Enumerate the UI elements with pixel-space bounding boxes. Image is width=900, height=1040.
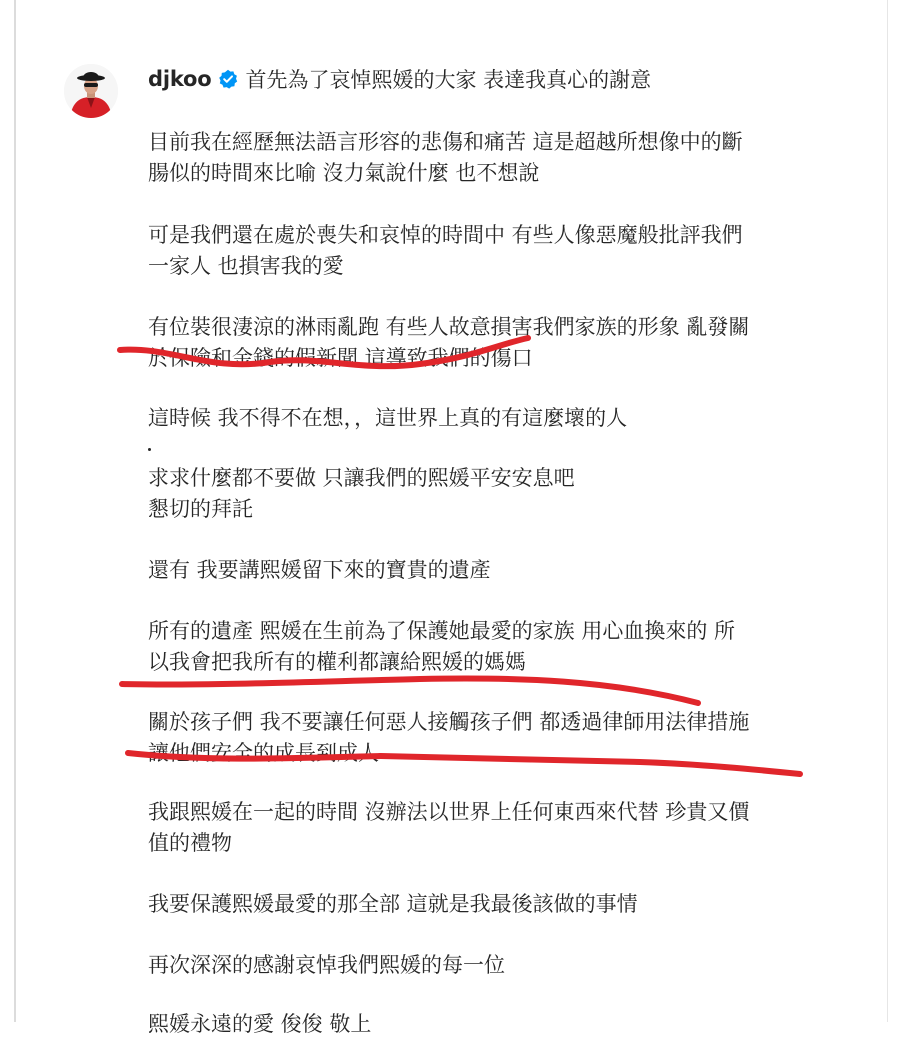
profile-avatar[interactable]	[64, 64, 118, 118]
caption-line: 值的禮物	[148, 831, 232, 855]
left-border	[14, 0, 16, 1022]
underline-mark	[122, 678, 698, 703]
caption-line: 還有 我要講熙媛留下來的寶貴的遺產	[148, 558, 491, 582]
caption-line: 所有的遺產 熙媛在生前為了保護她最愛的家族 用心血換來的 所	[148, 619, 736, 643]
caption-line: 我要保護熙媛最愛的那全部 這就是我最後該做的事情	[148, 892, 638, 916]
caption-line: 關於孩子們 我不要讓任何惡人接觸孩子們 都透過律師用法律措施	[148, 710, 750, 734]
profile-avatar-icon	[64, 64, 118, 118]
caption-line: 我跟熙媛在一起的時間 沒辦法以世界上任何東西來代替 珍貴又價	[148, 800, 750, 824]
right-border	[887, 0, 888, 1022]
caption-line: 腸似的時間來比喻 沒力氣說什麼 也不想說	[148, 161, 540, 185]
caption-line: 再次深深的感謝哀悼我們熙媛的每一位	[148, 953, 505, 977]
caption-line: 可是我們還在處於喪失和哀悼的時間中 有些人像惡魔般批評我們	[148, 223, 743, 247]
caption-line: 這時候 我不得不在想，，這世界上真的有這麼壞的人	[148, 406, 628, 430]
username-link[interactable]: djkoo	[148, 67, 212, 91]
verified-badge-icon	[218, 69, 238, 89]
caption-line: 以我會把我所有的權利都讓給熙媛的媽媽	[148, 650, 526, 674]
caption-line: 讓他們安全的成長到成人	[148, 741, 379, 765]
caption-line: 目前我在經歷無法語言形容的悲傷和痛苦 這是超越所想像中的斷	[148, 130, 743, 154]
caption-line: 有位裝很淒涼的淋雨亂跑 有些人故意損害我們家族的形象 亂發關	[148, 315, 750, 339]
stray-dot	[148, 448, 151, 451]
caption-line: 求求什麼都不要做 只讓我們的熙媛平安安息吧	[148, 466, 575, 490]
caption-header-text: 首先為了哀悼熙媛的大家 表達我真心的謝意	[245, 68, 652, 92]
post-header	[148, 62, 651, 96]
caption-line: 於保險和金錢的假新聞 這導致我們的傷口	[148, 346, 533, 370]
caption-line: 一家人 也損害我的愛	[148, 254, 344, 278]
caption-line-cut-off: 熙媛永遠的愛 俊俊 敬上	[148, 1012, 372, 1036]
caption-line: 懇切的拜託	[148, 497, 253, 521]
